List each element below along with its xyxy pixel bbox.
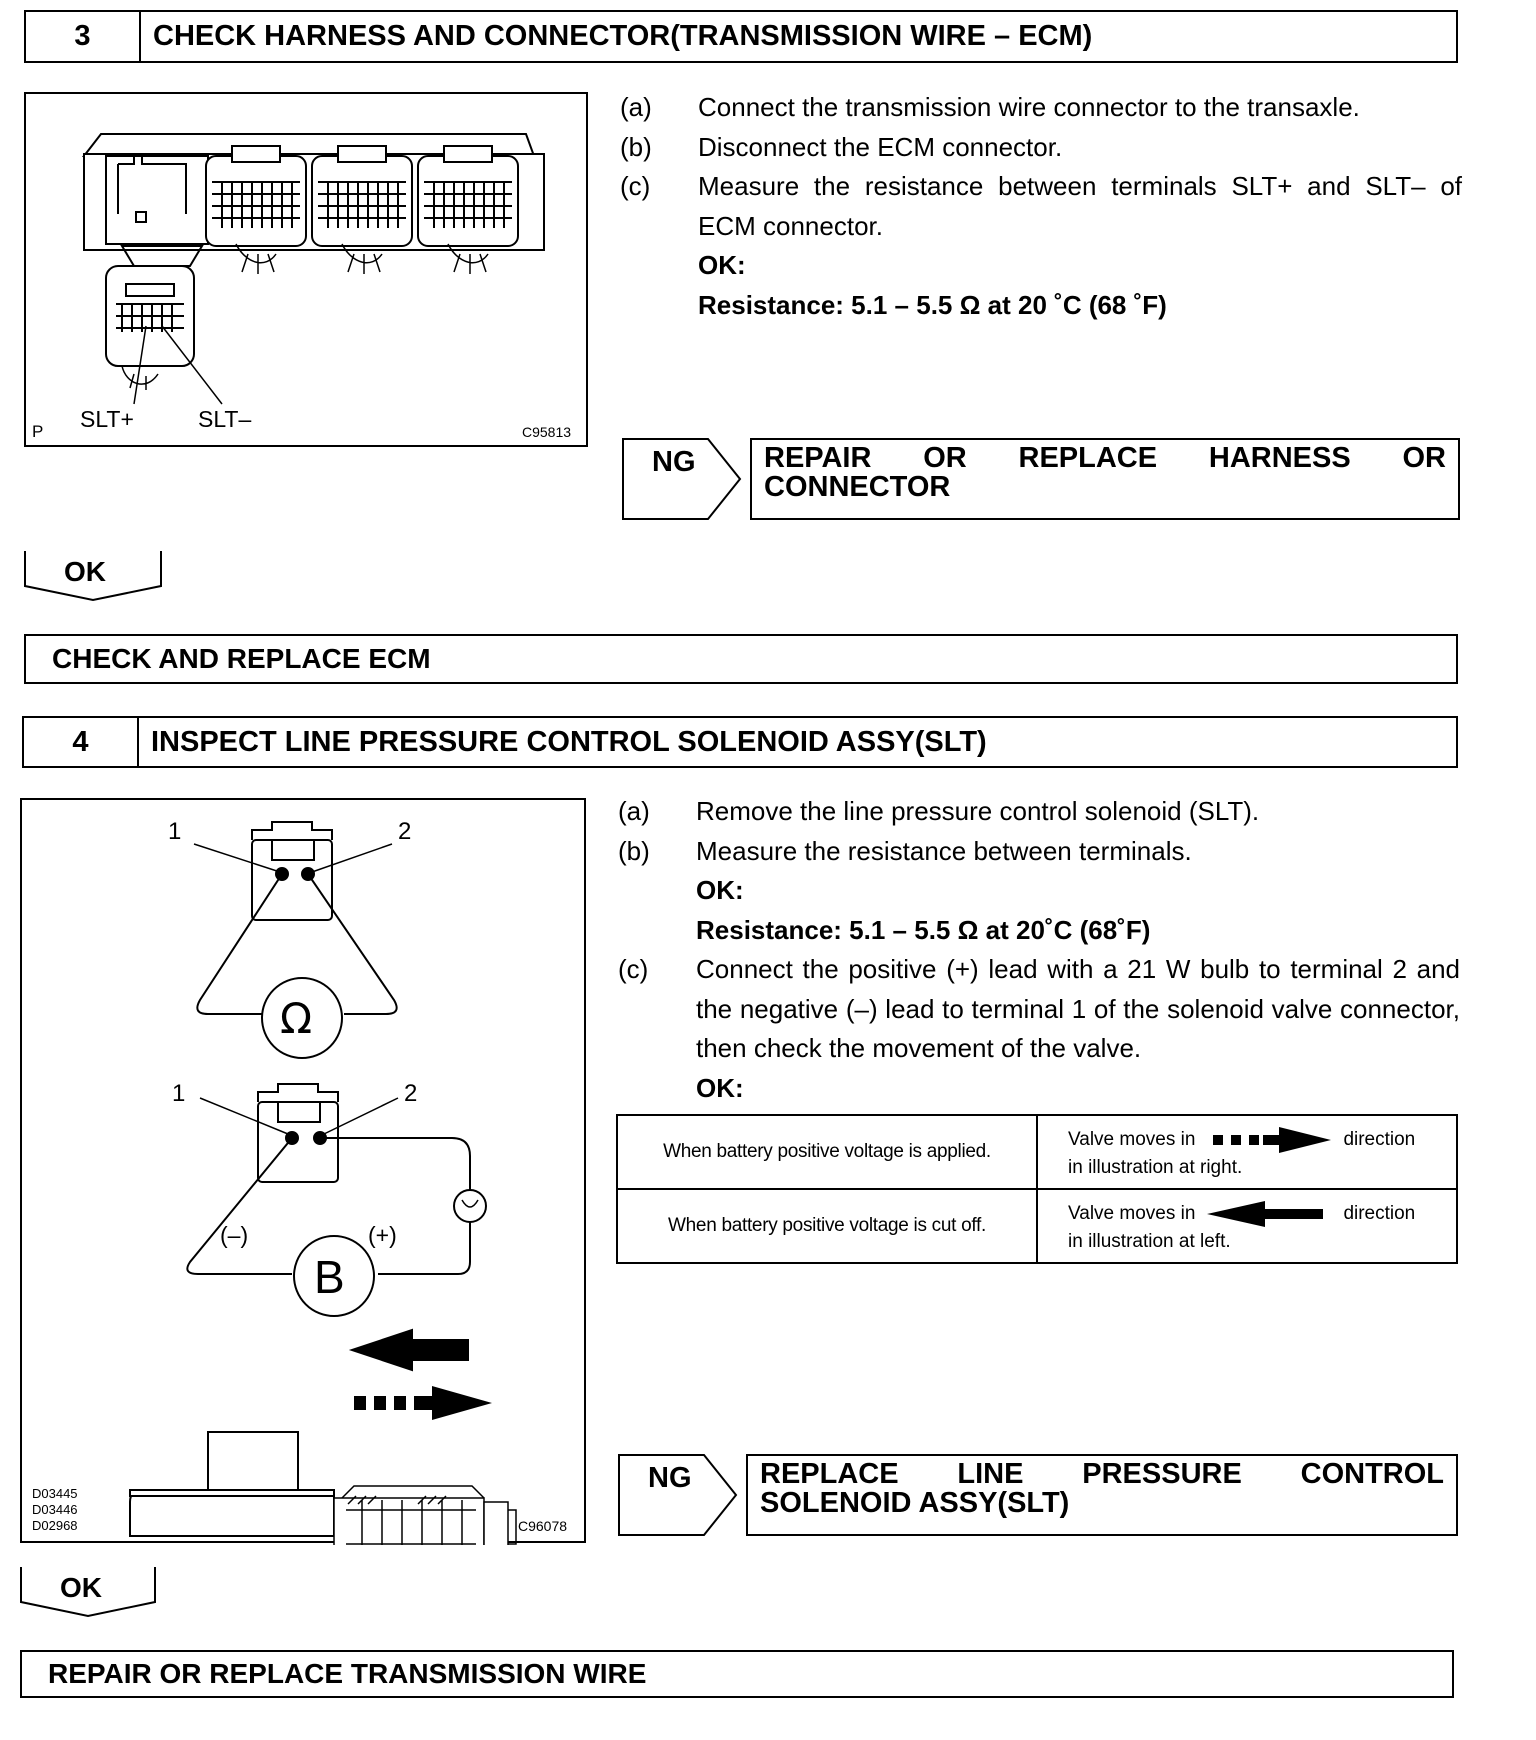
step3-ok-tab xyxy=(24,550,162,602)
condition-cell: When battery positive voltage is cut off. xyxy=(617,1189,1037,1263)
step4-title: INSPECT LINE PRESSURE CONTROL SOLENOID ASSY(SLT) xyxy=(151,725,987,758)
term-1-ohm: 1 xyxy=(168,818,182,845)
step3-number: 3 xyxy=(26,12,141,61)
table-row xyxy=(617,1189,1457,1263)
result-cell: Valve moves in direction in illustration at right. xyxy=(1037,1115,1457,1189)
step3-item-c: (c) Measure the resistance between terminals SLT+ and SLT– of ECM connector. xyxy=(620,171,1462,241)
result-cell: Valve moves in direction in illustration at left. xyxy=(1037,1189,1457,1263)
step4-instructions xyxy=(618,792,1460,1108)
ecm-plug-1 xyxy=(206,146,306,274)
label-positive: (+) xyxy=(368,1222,397,1248)
step3-ng-label: NG xyxy=(652,446,696,478)
step4-result: REPAIR OR REPLACE TRANSMISSION WIRE xyxy=(20,1650,1454,1698)
ohm-symbol-text: Ω xyxy=(280,994,313,1043)
solenoid-valve xyxy=(334,1486,516,1545)
table-row xyxy=(617,1115,1457,1189)
step3-item-b: (b) Disconnect the ECM connector. xyxy=(620,131,1063,162)
figure-code: C95813 xyxy=(522,424,572,440)
bulb-symbol xyxy=(454,1190,486,1222)
ecm-plug-2 xyxy=(312,146,412,274)
ecm-connector-figure xyxy=(24,92,588,447)
step3-title: CHECK HARNESS AND CONNECTOR(TRANSMISSION WIRE – ECM) xyxy=(153,20,1093,52)
step4-ng-arrow xyxy=(618,1454,738,1536)
step3-ng-arrow xyxy=(622,438,742,520)
arrow-right-dashed-icon xyxy=(354,1386,492,1420)
solenoid-figure xyxy=(20,798,586,1543)
step3-ok-text: OK xyxy=(64,556,106,587)
battery-label: B xyxy=(314,1251,345,1303)
step4-item-a: (a) Remove the line pressure control solenoid (SLT). xyxy=(618,796,1260,826)
step3-ok-label: OK: xyxy=(698,250,746,280)
step3-item-a: (a) Connect the transmission wire connector to the transaxle. xyxy=(620,92,1360,122)
step4-ng-label: NG xyxy=(648,1462,692,1494)
step3-header xyxy=(24,10,1458,63)
term-1-battery: 1 xyxy=(172,1080,186,1107)
label-negative: (–) xyxy=(220,1222,249,1248)
arrow-left-icon xyxy=(1201,1199,1337,1229)
step4-number: 4 xyxy=(24,718,139,766)
step4-ng-action: REPLACE LINE PRESSURE CONTROL SOLENOID ASSY(SLT) xyxy=(746,1454,1458,1536)
step4-ok-label-1: OK: xyxy=(696,875,744,905)
figure-label-p: P xyxy=(32,422,44,441)
ecm-plug-3 xyxy=(418,146,518,274)
step3-ng-action: REPAIR OR REPLACE HARNESS OR CONNECTOR xyxy=(750,438,1460,520)
label-slt-plus: SLT+ xyxy=(80,406,134,432)
ecm-connector-drawing xyxy=(26,94,590,449)
arrow-right-dashed-icon xyxy=(1201,1125,1337,1155)
step4-ok-label-2: OK: xyxy=(696,1072,744,1103)
condition-cell: When battery positive voltage is applied. xyxy=(617,1115,1037,1189)
term-2-battery: 2 xyxy=(404,1080,418,1107)
arrow-left-icon xyxy=(352,1330,468,1370)
step3-result: CHECK AND REPLACE ECM xyxy=(24,634,1458,684)
figure-codes: D03445 D03446 D02968 xyxy=(32,1486,78,1533)
step4-header xyxy=(22,716,1458,768)
step4-spec: Resistance: 5.1 – 5.5 Ω at 20˚C (68˚F) xyxy=(696,914,1151,945)
step4-item-c: (c) Connect the positive (+) lead with a 21 W bulb to terminal 2 and the negative (–) lead to terminal 1 of the solenoid valve connector, then check the movement of the valve. xyxy=(618,954,1460,1063)
step3-spec: Resistance: 5.1 – 5.5 Ω at 20 ˚C (68 ˚F) xyxy=(698,289,1167,320)
step3-instructions xyxy=(620,88,1462,325)
figure-code-right: C96078 xyxy=(518,1518,568,1534)
valve-movement-table xyxy=(616,1114,1458,1264)
label-slt-minus: SLT– xyxy=(198,406,252,432)
solenoid-drawing xyxy=(22,800,588,1545)
step4-item-b: (b) Measure the resistance between terminals. xyxy=(618,835,1192,866)
step4-ok-tab xyxy=(20,1566,156,1618)
ecm-loose-connector xyxy=(106,246,222,404)
term-2-ohm: 2 xyxy=(398,818,412,845)
step4-ok-text: OK xyxy=(60,1572,102,1603)
